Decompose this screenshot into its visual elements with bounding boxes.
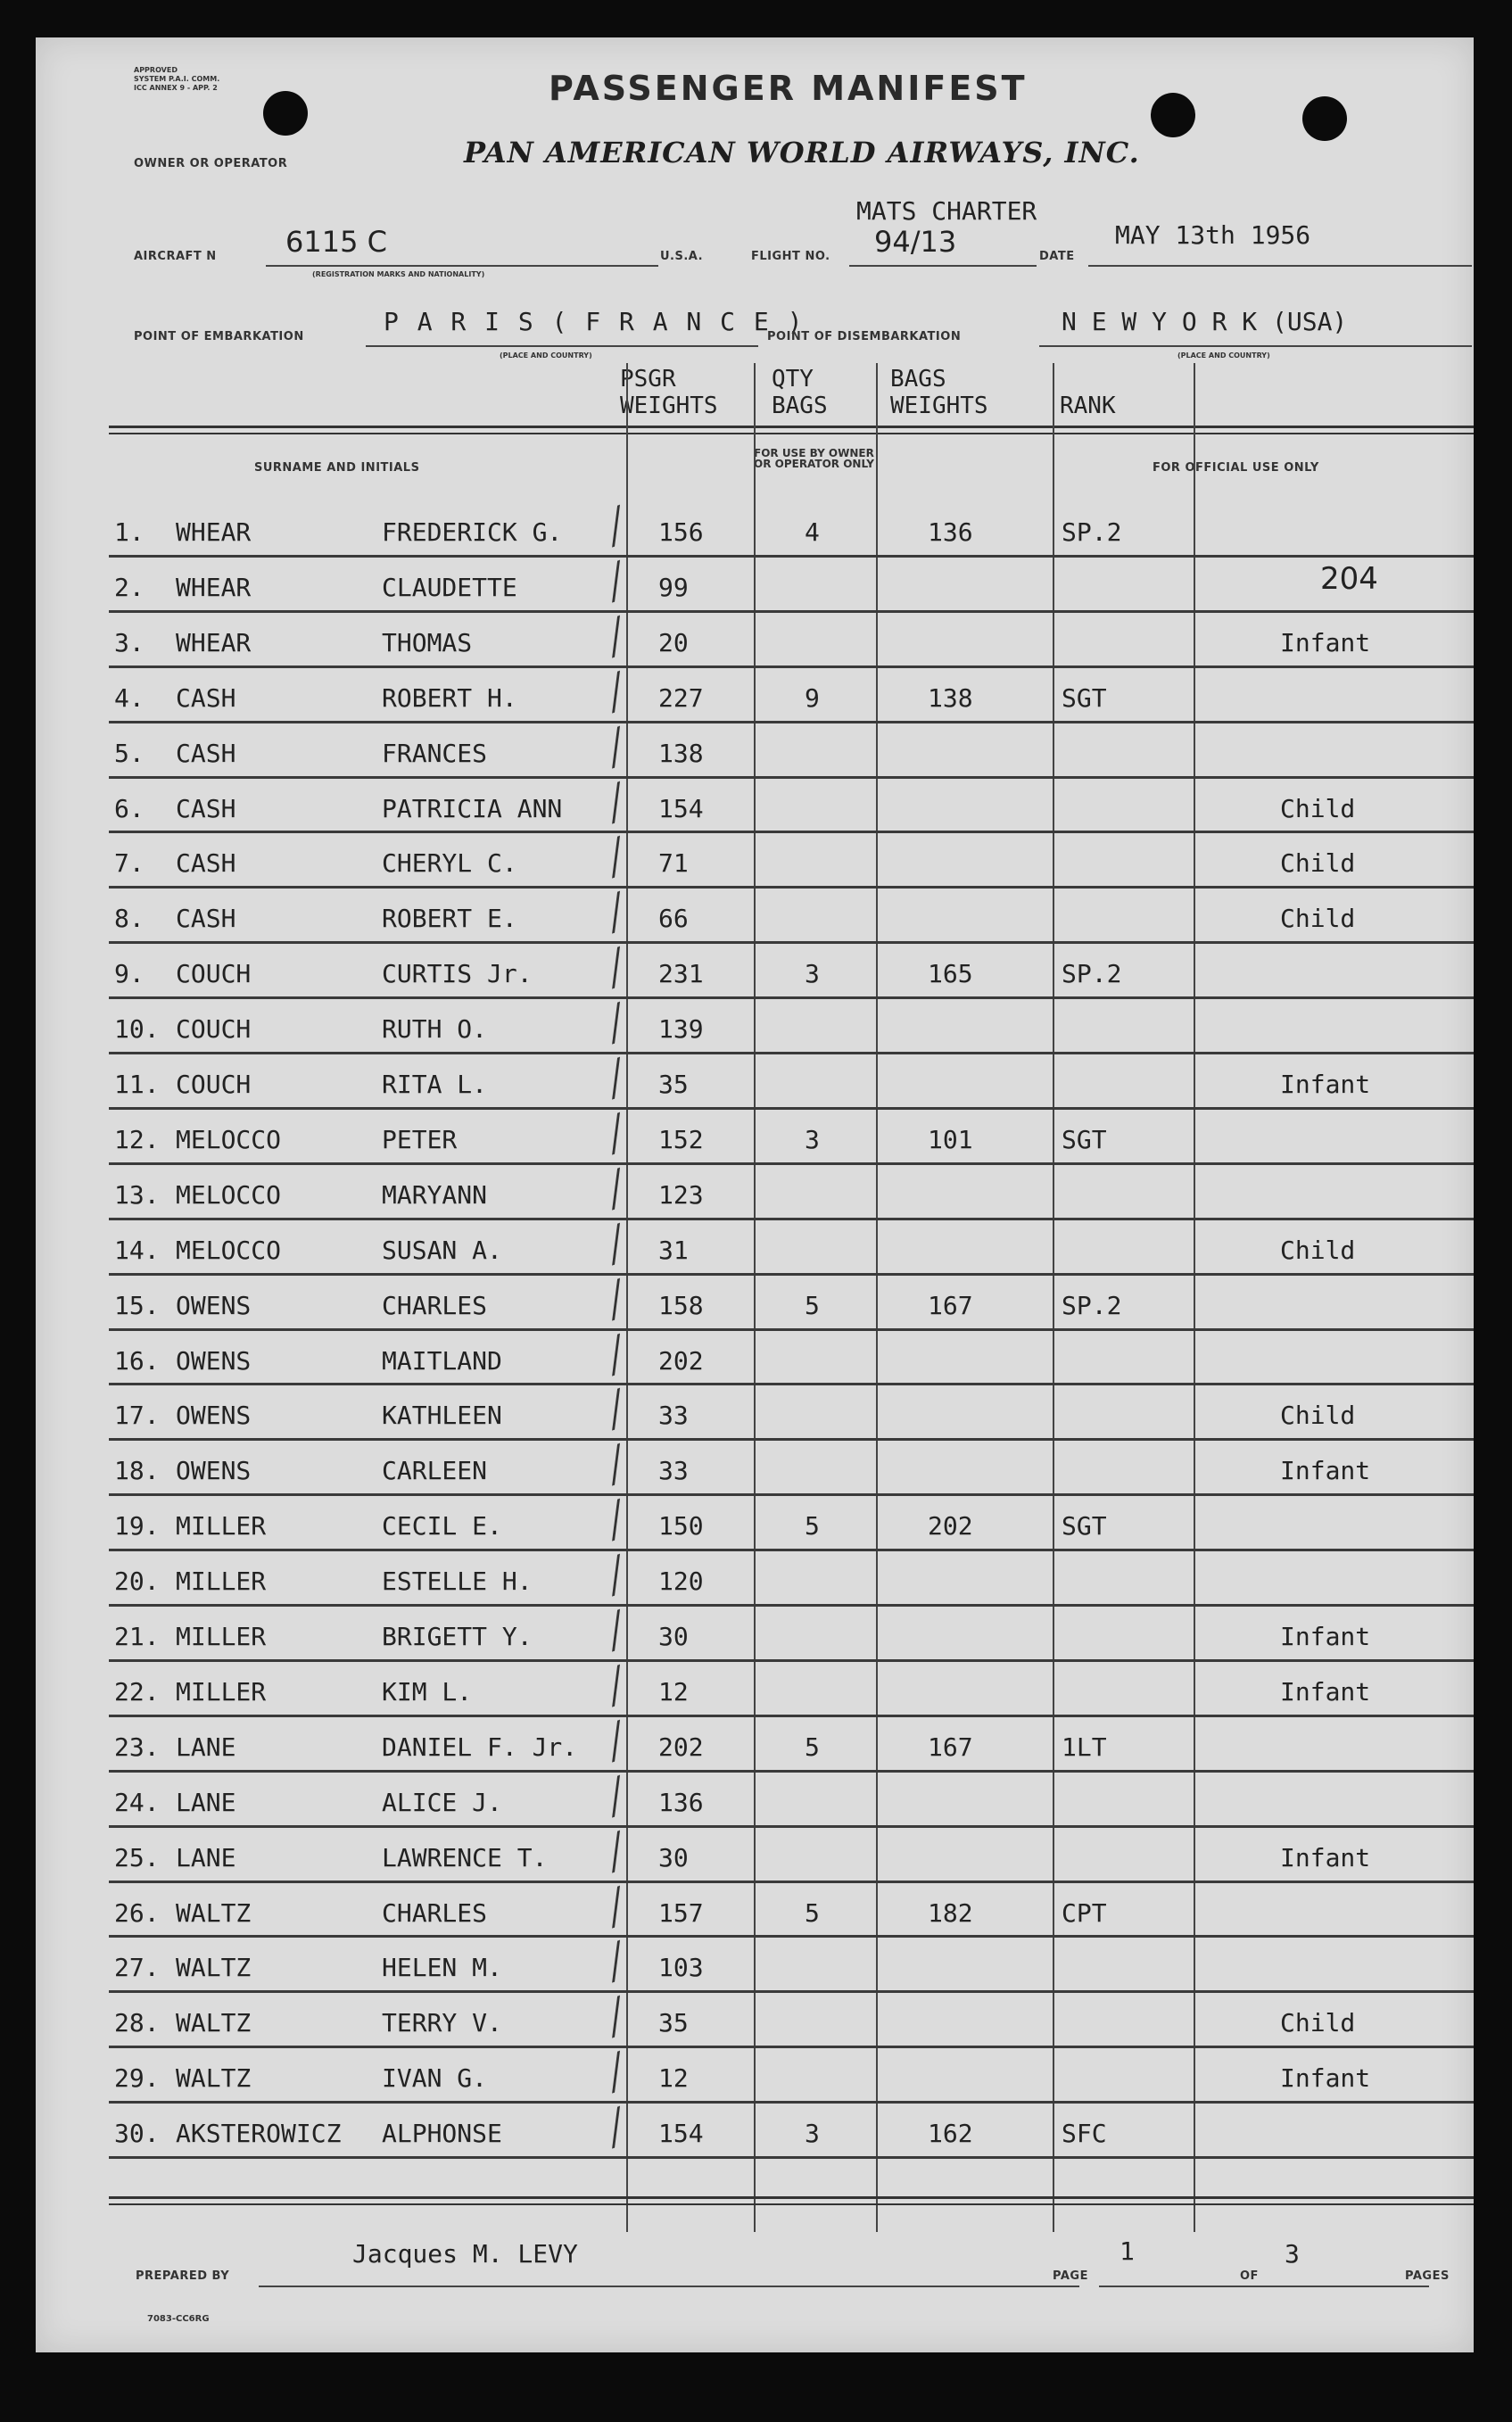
surname: WALTZ (176, 1953, 252, 1983)
given-names: PETER (382, 1124, 458, 1154)
surname: MILLER (176, 1511, 267, 1542)
passenger-weight: 71 (658, 848, 689, 879)
row-rule (109, 1881, 1474, 1883)
surname: CASH (176, 904, 236, 934)
owner-label: OWNER OR OPERATOR (134, 157, 288, 170)
surname: MILLER (176, 1566, 267, 1597)
bags-weights-header-line: BAGS (890, 366, 946, 393)
column-divider (754, 363, 756, 2232)
surname: OWENS (176, 1290, 252, 1320)
check-mark: ╱ (600, 1500, 632, 1542)
official-note: Infant (1280, 2063, 1371, 2094)
row-rule (109, 2046, 1474, 2048)
row-rule (109, 1218, 1474, 1220)
check-mark: ╱ (600, 1721, 632, 1763)
check-mark: ╱ (600, 1003, 632, 1045)
check-mark: ╱ (600, 1610, 632, 1652)
surname: CASH (176, 682, 236, 713)
embark-place-note: (PLACE AND COUNTRY) (500, 351, 592, 360)
passenger-weight: 123 (658, 1179, 704, 1210)
punch-hole (1302, 96, 1347, 141)
flight-underline (849, 265, 1037, 267)
qty-bags-header-line: QTY (772, 366, 814, 393)
given-names: MAITLAND (382, 1345, 502, 1376)
rank: SGT (1062, 1511, 1107, 1542)
surname: CASH (176, 848, 236, 879)
bag-weight: 136 (928, 517, 973, 547)
form-title: PASSENGER MANIFEST (549, 69, 1028, 108)
passenger-weight: 12 (658, 1676, 689, 1707)
approval-line: APPROVED (134, 66, 178, 74)
surname: MELOCCO (176, 1235, 282, 1265)
row-rule (109, 1549, 1474, 1551)
check-mark: ╱ (600, 1279, 632, 1321)
prepared-underline (259, 2286, 1079, 2287)
bag-quantity: 4 (805, 517, 820, 547)
bag-weight: 162 (928, 2119, 973, 2149)
row-rule (109, 886, 1474, 889)
airline-name: PAN AMERICAN WORLD AIRWAYS, INC. (464, 136, 1140, 169)
check-mark: ╱ (600, 1887, 632, 1928)
check-mark: ╱ (600, 1058, 632, 1100)
embark-underline (366, 345, 758, 347)
given-names: FRANCES (382, 738, 488, 768)
aircraft-label: AIRCRAFT N (134, 250, 217, 263)
passenger-weight: 157 (658, 1897, 704, 1928)
passenger-weight: 35 (658, 2008, 689, 2038)
disembark-place: N E W Y O R K (USA) (1062, 307, 1348, 336)
row-number: 9. (114, 959, 145, 989)
punch-hole (1151, 93, 1195, 137)
row-number: 10. (114, 1014, 160, 1045)
punch-hole (263, 91, 308, 136)
rank: SP.2 (1062, 1290, 1122, 1320)
check-mark: ╱ (600, 616, 632, 658)
given-names: HELEN M. (382, 1953, 502, 1983)
surname: OWENS (176, 1401, 252, 1431)
passenger-weight: 138 (658, 738, 704, 768)
bag-weight: 182 (928, 1897, 973, 1928)
row-rule (109, 1659, 1474, 1662)
passenger-weight: 31 (658, 1235, 689, 1265)
rank-header: RANK (1060, 393, 1116, 419)
row-number: 22. (114, 1676, 160, 1707)
passenger-weight: 120 (658, 1566, 704, 1597)
given-names: KATHLEEN (382, 1401, 502, 1431)
official-note: Infant (1280, 1456, 1371, 1486)
check-mark: ╱ (600, 892, 632, 934)
qty-bags-header-line: BAGS (772, 393, 828, 419)
official-note: Child (1280, 1235, 1356, 1265)
pages-underline (1268, 2286, 1429, 2287)
surname: WHEAR (176, 627, 252, 657)
row-rule (109, 1770, 1474, 1773)
psgr-weights-header-line: WEIGHTS (620, 393, 718, 419)
page-label: PAGE (1053, 2269, 1088, 2283)
surname: WALTZ (176, 1897, 252, 1928)
given-names: SUSAN A. (382, 1235, 502, 1265)
check-mark: ╱ (600, 1444, 632, 1486)
header-rule (109, 433, 1474, 434)
official-note: Child (1280, 793, 1356, 823)
given-names: CLAUDETTE (382, 572, 517, 602)
check-mark: ╱ (600, 727, 632, 769)
bag-quantity: 5 (805, 1732, 820, 1762)
surname: LANE (176, 1732, 236, 1762)
aircraft-underline (266, 265, 658, 267)
row-number: 30. (114, 2119, 160, 2149)
row-number: 13. (114, 1179, 160, 1210)
row-number: 1. (114, 517, 145, 547)
row-rule (109, 1604, 1474, 1607)
given-names: TERRY V. (382, 2008, 502, 2038)
passenger-weight: 103 (658, 1953, 704, 1983)
prepared-by: Jacques M. LEVY (352, 2239, 578, 2269)
row-number: 25. (114, 1842, 160, 1872)
given-names: MARYANN (382, 1179, 488, 1210)
check-mark: ╱ (600, 672, 632, 714)
given-names: BRIGETT Y. (382, 1622, 533, 1651)
surname: MILLER (176, 1622, 267, 1651)
given-names: KIM L. (382, 1676, 473, 1707)
bag-quantity: 3 (805, 959, 820, 989)
passenger-weight: 231 (658, 959, 704, 989)
manifest-sheet (36, 37, 1474, 2352)
official-note: Infant (1280, 1622, 1371, 1651)
column-divider (1194, 363, 1195, 2232)
of-label: OF (1240, 2269, 1259, 2283)
given-names: RUTH O. (382, 1014, 488, 1045)
passenger-weight: 30 (658, 1622, 689, 1651)
check-mark: ╱ (600, 1666, 632, 1707)
given-names: ROBERT H. (382, 682, 517, 713)
check-mark: ╱ (600, 782, 632, 823)
official-note: Child (1280, 848, 1356, 879)
bag-quantity: 9 (805, 682, 820, 713)
owner-use-line: OR OPERATOR ONLY (754, 458, 874, 470)
row-number: 28. (114, 2008, 160, 2038)
surname: MELOCCO (176, 1124, 282, 1154)
embark-label: POINT OF EMBARKATION (134, 330, 304, 343)
surname: MELOCCO (176, 1179, 282, 1210)
official-note: Child (1280, 1401, 1356, 1431)
rank: SFC (1062, 2119, 1107, 2149)
approval-line: SYSTEM P.A.I. COMM. (134, 75, 220, 83)
surname-header: SURNAME AND INITIALS (254, 461, 420, 475)
row-rule (109, 2156, 1474, 2159)
row-number: 11. (114, 1070, 160, 1099)
surname: CASH (176, 738, 236, 768)
passenger-weight: 99 (658, 572, 689, 602)
date-underline (1088, 265, 1472, 267)
surname: WALTZ (176, 2008, 252, 2038)
page-number: 1 (1120, 2236, 1135, 2266)
row-number: 7. (114, 848, 145, 879)
passenger-weight: 33 (658, 1456, 689, 1486)
surname: CASH (176, 793, 236, 823)
footer-rule (109, 2203, 1474, 2205)
embark-place: P A R I S ( F R A N C E ) (384, 307, 805, 336)
page-underline (1099, 2286, 1277, 2287)
bag-weight: 138 (928, 682, 973, 713)
flight-label: FLIGHT NO. (751, 250, 830, 263)
check-mark: ╱ (600, 1389, 632, 1431)
surname: OWENS (176, 1456, 252, 1486)
disembark-underline (1039, 345, 1472, 347)
nationality: U.S.A. (660, 250, 704, 263)
row-number: 14. (114, 1235, 160, 1265)
date-label: DATE (1039, 250, 1075, 263)
check-mark: ╱ (600, 947, 632, 989)
row-rule (109, 1715, 1474, 1717)
row-number: 3. (114, 627, 145, 657)
row-rule (109, 1990, 1474, 1993)
passenger-weight: 202 (658, 1732, 704, 1762)
passenger-weight: 150 (658, 1511, 704, 1542)
row-number: 6. (114, 793, 145, 823)
official-use-header: FOR OFFICIAL USE ONLY (1153, 461, 1319, 475)
row-rule (109, 831, 1474, 833)
pages-label: PAGES (1405, 2269, 1450, 2283)
row-rule (109, 665, 1474, 668)
row-rule (109, 1438, 1474, 1441)
surname: LANE (176, 1787, 236, 1817)
row-rule (109, 1162, 1474, 1165)
row-number: 21. (114, 1622, 160, 1651)
row-rule (109, 996, 1474, 999)
surname: WHEAR (176, 572, 252, 602)
bag-weight: 101 (928, 1124, 973, 1154)
surname: WALTZ (176, 2063, 252, 2094)
given-names: RITA L. (382, 1070, 488, 1099)
check-mark: ╱ (600, 1831, 632, 1873)
row-rule (109, 1107, 1474, 1110)
rank: SGT (1062, 1124, 1107, 1154)
check-mark: ╱ (600, 1169, 632, 1211)
passenger-weight: 66 (658, 904, 689, 934)
bag-weight: 167 (928, 1732, 973, 1762)
row-number: 17. (114, 1401, 160, 1431)
bags-weights-header (890, 366, 988, 419)
official-note: Infant (1280, 1070, 1371, 1099)
surname: AKSTEROWICZ (176, 2119, 342, 2149)
registration-note: (REGISTRATION MARKS AND NATIONALITY) (312, 270, 485, 278)
passenger-weight: 156 (658, 517, 704, 547)
given-names: LAWRENCE T. (382, 1842, 548, 1872)
given-names: THOMAS (382, 627, 473, 657)
given-names: CHARLES (382, 1897, 488, 1928)
psgr-weights-header-line: PSGR (620, 366, 676, 393)
row-rule (109, 721, 1474, 723)
passenger-weight: 30 (658, 1842, 689, 1872)
approval-stamp (134, 66, 219, 93)
disembark-place-note: (PLACE AND COUNTRY) (1177, 351, 1270, 360)
check-mark: ╱ (600, 1555, 632, 1597)
footer-rule (109, 2196, 1474, 2199)
row-rule (109, 776, 1474, 779)
disembark-label: POINT OF DISEMBARKATION (767, 330, 962, 343)
bag-weight: 167 (928, 1290, 973, 1320)
row-number: 27. (114, 1953, 160, 1983)
aircraft-number: 6115 C (285, 225, 387, 259)
row-number: 19. (114, 1511, 160, 1542)
owner-use-note (754, 448, 874, 469)
check-mark: ╱ (600, 1941, 632, 1983)
given-names: ROBERT E. (382, 904, 517, 934)
column-divider (1053, 363, 1054, 2232)
passenger-weight: 136 (658, 1787, 704, 1817)
qty-bags-header (772, 366, 828, 419)
given-names: FREDERICK G. (382, 517, 563, 547)
given-names: ALPHONSE (382, 2119, 502, 2149)
passenger-weight: 20 (658, 627, 689, 657)
surname: OWENS (176, 1345, 252, 1376)
row-number: 18. (114, 1456, 160, 1486)
rank: CPT (1062, 1897, 1107, 1928)
charter-label: MATS CHARTER (856, 196, 1037, 226)
bag-weight: 165 (928, 959, 973, 989)
row-rule (109, 555, 1474, 558)
row-rule (109, 610, 1474, 613)
header-rule (109, 426, 1474, 428)
bag-quantity: 5 (805, 1511, 820, 1542)
given-names: ESTELLE H. (382, 1566, 533, 1597)
surname: COUCH (176, 1070, 252, 1099)
check-mark: ╱ (600, 1335, 632, 1376)
given-names: CHARLES (382, 1290, 488, 1320)
check-mark: ╱ (600, 2052, 632, 2094)
given-names: ALICE J. (382, 1787, 502, 1817)
check-mark: ╱ (600, 561, 632, 603)
passenger-weight: 154 (658, 793, 704, 823)
row-number: 2. (114, 572, 145, 602)
psgr-weights-header (620, 366, 718, 419)
given-names: CARLEEN (382, 1456, 488, 1486)
rank: SP.2 (1062, 517, 1122, 547)
row-number: 23. (114, 1732, 160, 1762)
row-rule (109, 941, 1474, 944)
surname: WHEAR (176, 517, 252, 547)
approval-line: ICC ANNEX 9 - APP. 2 (134, 84, 218, 92)
owner-use-line: FOR USE BY OWNER (754, 447, 874, 459)
passenger-weight: 152 (658, 1124, 704, 1154)
given-names: CECIL E. (382, 1511, 502, 1542)
surname: LANE (176, 1842, 236, 1872)
row-rule (109, 1052, 1474, 1054)
flight-number: 94/13 (874, 225, 957, 259)
bag-weight: 202 (928, 1511, 973, 1542)
given-names: PATRICIA ANN (382, 793, 563, 823)
rank: SGT (1062, 682, 1107, 713)
row-rule (109, 1493, 1474, 1496)
official-note: Child (1280, 904, 1356, 934)
row-number: 4. (114, 682, 145, 713)
surname: COUCH (176, 1014, 252, 1045)
official-note: Infant (1280, 1842, 1371, 1872)
passenger-weight: 158 (658, 1290, 704, 1320)
passenger-weight: 202 (658, 1345, 704, 1376)
row-rule (109, 1328, 1474, 1331)
row-number: 8. (114, 904, 145, 934)
total-pages: 3 (1285, 2239, 1300, 2269)
prepared-label: PREPARED BY (136, 2269, 230, 2283)
row-number: 26. (114, 1897, 160, 1928)
row-rule (109, 2101, 1474, 2104)
column-divider (876, 363, 878, 2232)
row-number: 16. (114, 1345, 160, 1376)
official-note: Child (1280, 2008, 1356, 2038)
bag-quantity: 5 (805, 1897, 820, 1928)
check-mark: ╱ (600, 1113, 632, 1155)
row-number: 15. (114, 1290, 160, 1320)
given-names: CURTIS Jr. (382, 959, 533, 989)
check-mark: ╱ (600, 1224, 632, 1266)
official-note: 204 (1320, 560, 1378, 597)
passenger-weight: 35 (658, 1070, 689, 1099)
given-names: CHERYL C. (382, 848, 517, 879)
rank: SP.2 (1062, 959, 1122, 989)
bag-quantity: 3 (805, 1124, 820, 1154)
manifest-date: MAY 13th 1956 (1115, 220, 1311, 250)
passenger-weight: 12 (658, 2063, 689, 2094)
row-rule (109, 1935, 1474, 1938)
row-number: 5. (114, 738, 145, 768)
row-rule (109, 1825, 1474, 1828)
passenger-weight: 227 (658, 682, 704, 713)
passenger-weight: 139 (658, 1014, 704, 1045)
row-number: 24. (114, 1787, 160, 1817)
check-mark: ╱ (600, 1776, 632, 1818)
form-code: 7083-CC6RG (147, 2314, 210, 2324)
surname: COUCH (176, 959, 252, 989)
bag-quantity: 5 (805, 1290, 820, 1320)
passenger-weight: 154 (658, 2119, 704, 2149)
surname: MILLER (176, 1676, 267, 1707)
bag-quantity: 3 (805, 2119, 820, 2149)
check-mark: ╱ (600, 2107, 632, 2149)
check-mark: ╱ (600, 1996, 632, 2038)
row-rule (109, 1383, 1474, 1385)
official-note: Infant (1280, 627, 1371, 657)
given-names: IVAN G. (382, 2063, 488, 2094)
row-rule (109, 1273, 1474, 1276)
row-number: 29. (114, 2063, 160, 2094)
passenger-weight: 33 (658, 1401, 689, 1431)
check-mark: ╱ (600, 506, 632, 548)
official-note: Infant (1280, 1676, 1371, 1707)
rank: 1LT (1062, 1732, 1107, 1762)
given-names: DANIEL F. Jr. (382, 1732, 578, 1762)
row-number: 20. (114, 1566, 160, 1597)
row-number: 12. (114, 1124, 160, 1154)
bags-weights-header-line: WEIGHTS (890, 393, 988, 419)
check-mark: ╱ (600, 837, 632, 879)
